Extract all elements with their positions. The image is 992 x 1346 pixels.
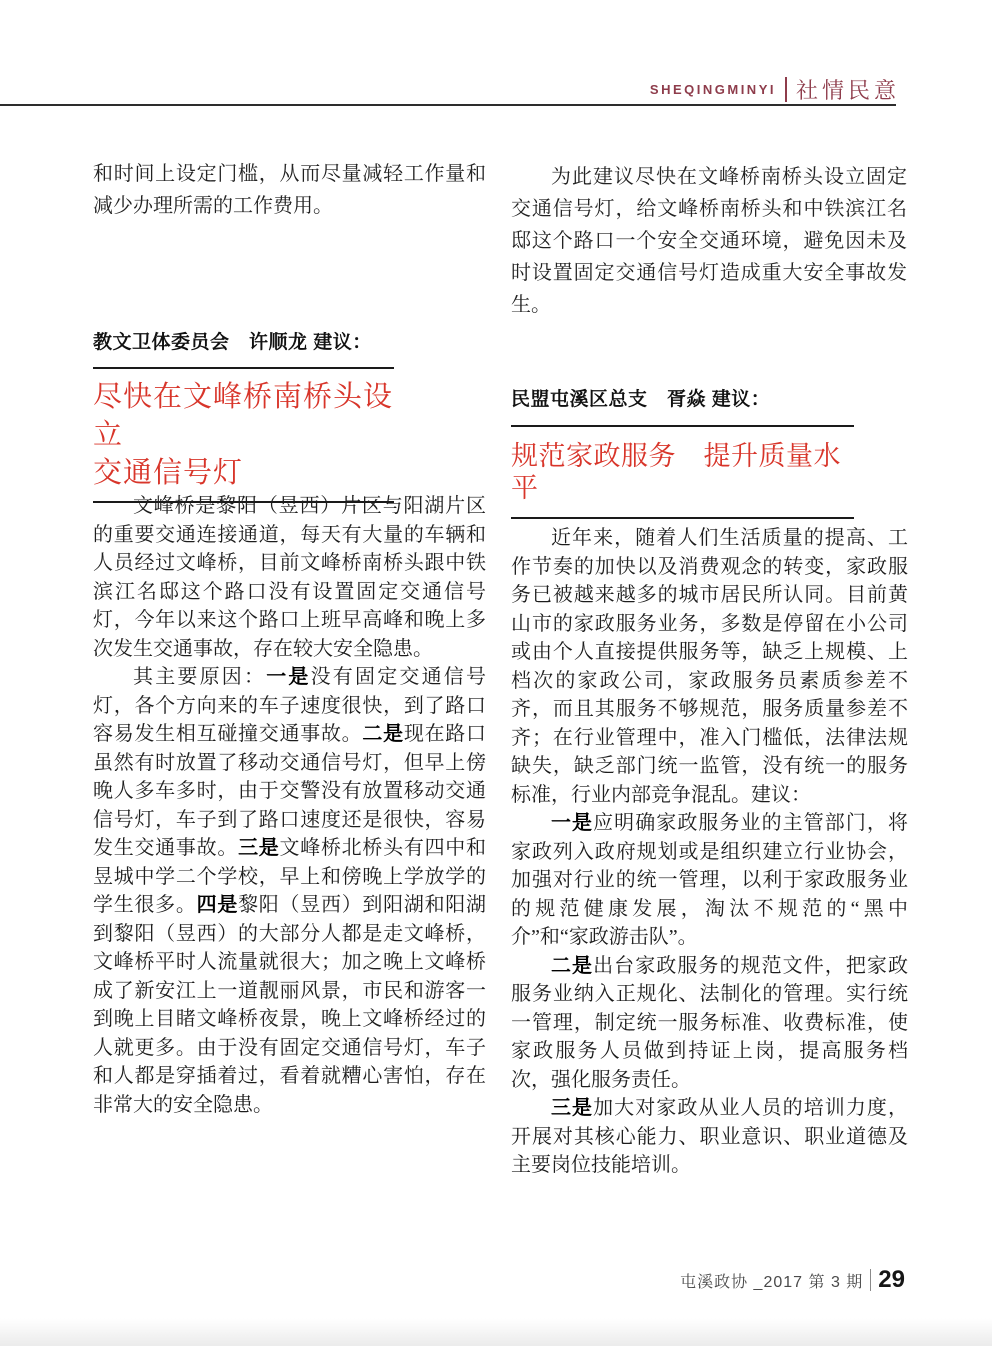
body-paragraph — [511, 524, 908, 809]
emphasis-run: 一是 — [266, 666, 311, 688]
text-run: 黎阳（昱西）到阳湖和阳湖到黎阳（昱西）的大部分人都是走文峰桥，文峰桥平时人流量就很大；加之晚上文峰桥成了新安江上一道靓丽风景，市民和游客一到晚上目睹文峰桥夜景，晚上文峰桥经过的人就更多。由于没有固定交通信号灯，车子和人都是穿插着过，看着就糟心害怕，存在非常大的安全隐患。 — [93, 894, 487, 1116]
article-right-byline: 民盟屯溪区总支 胥焱 建议： — [511, 389, 771, 410]
article-right-body — [511, 524, 908, 1180]
emphasis-run: 三是 — [238, 837, 280, 859]
body-paragraph — [93, 492, 486, 663]
emphasis-run: 四是 — [196, 894, 239, 916]
article-left-byline: 教文卫体委员会 许顺龙 建议： — [93, 332, 372, 353]
text-run: 其主要原因： — [133, 666, 267, 688]
emphasis-run: 二是 — [551, 954, 594, 977]
body-paragraph — [511, 809, 908, 952]
body-paragraph — [511, 1094, 908, 1180]
section-masthead — [650, 74, 900, 105]
masthead-divider — [785, 77, 787, 102]
scan-edge-shadow — [0, 1318, 992, 1346]
emphasis-run: 一是 — [551, 812, 594, 834]
text-run: 出台家政服务的规范文件，把家政服务业纳入正规化、法制化的管理。实行统一管理，制定统一服务标准、收费标准，使家政服务人员做到持证上岗，提高服务档次，强化服务责任。 — [511, 954, 908, 1091]
continuation-paragraph-right: 为此建议尽快在文峰桥南桥头设立固定交通信号灯，给文峰桥南桥头和中铁滨江名邸这个路口一个安全交通环境，避免因未及时设置固定交通信号灯造成重大安全事故发生。 — [511, 166, 907, 316]
text-run: 加大对家政从业人员的培训力度，开展对其核心能力、职业意识、职业道德及主要岗位技能培训。 — [511, 1097, 908, 1176]
continuation-paragraph-left: 和时间上设定门槛，从而尽量减轻工作量和减少办理所需的工作费用。 — [93, 163, 486, 217]
section-name-chinese: 社情民意 — [795, 78, 900, 103]
article-left-title-line2: 交通信号灯 — [93, 457, 244, 489]
section-name-pinyin: SHEQINGMINYI — [649, 82, 776, 97]
page-number: 29 — [878, 1266, 905, 1293]
article-left-body — [93, 492, 486, 1119]
page-footer — [680, 1266, 905, 1294]
text-run: 应明确家政服务业的主管部门，将家政列入政府规划或是组织建立行业协会，加强对行业的统一管理，以利于家政服务业的规范健康发展，淘汰不规范的“黑中介”和“家政游击队”。 — [511, 812, 908, 948]
text-run: 文峰桥北桥头有四中和昱城中学二个学校，早上和傍晚上学放学的学生很多。 — [93, 837, 487, 916]
journal-issue-label: 屯溪政协 _2017 第 3 期 — [680, 1273, 864, 1291]
article-right-title-line1: 规范家政服务 提升质量水平 — [511, 441, 841, 503]
masthead-rule — [0, 104, 896, 106]
article-right-title-block — [511, 425, 854, 519]
text-run: 文峰桥是黎阳（昱西）片区与阳湖片区的重要交通连接通道，每天有大量的车辆和人员经过文峰桥，目前文峰桥南桥头跟中铁滨江名邸这个路口没有设置固定交通信号灯，今年以来这个路口上班早高峰和晚上多次发生交通事故，存在较大安全隐患。 — [93, 495, 486, 660]
body-paragraph — [511, 952, 908, 1095]
text-run: 没有固定交通信号灯，各个方向来的车子速度很快，到了路口容易发生相互碰撞交通事故。 — [93, 666, 487, 745]
text-run: 近年来，随着人们生活质量的提高、工作节奏的加快以及消费观念的转变，家政服务已被越来越多的城市居民所认同。目前黄山市的家政服务业务，多数是停留在小公司或由个人直接提供服务等，缺乏上规模、上档次的家政公司，家政服务员素质参差不齐，而且其服务不够规范，服务质量参差不齐；在行业管理中，准入门槛低，法律法规缺失，缺乏部门统一监管，没有统一的服务标准，行业内部竞争混乱。建议： — [511, 527, 908, 806]
body-paragraph — [93, 663, 486, 1119]
article-left-title-block — [93, 367, 394, 503]
article-left-title-line1: 尽快在文峰桥南桥头设立 — [93, 381, 394, 451]
text-run: 现在路口虽然有时放置了移动交通信号灯，但早上傍晚人多车多时，由于交警没有放置移动交通信号灯，车子到了路口速度还是很快，容易发生交通事故。 — [93, 723, 487, 859]
footer-divider — [870, 1269, 871, 1291]
emphasis-run: 三是 — [551, 1097, 594, 1119]
emphasis-run: 二是 — [362, 723, 404, 745]
